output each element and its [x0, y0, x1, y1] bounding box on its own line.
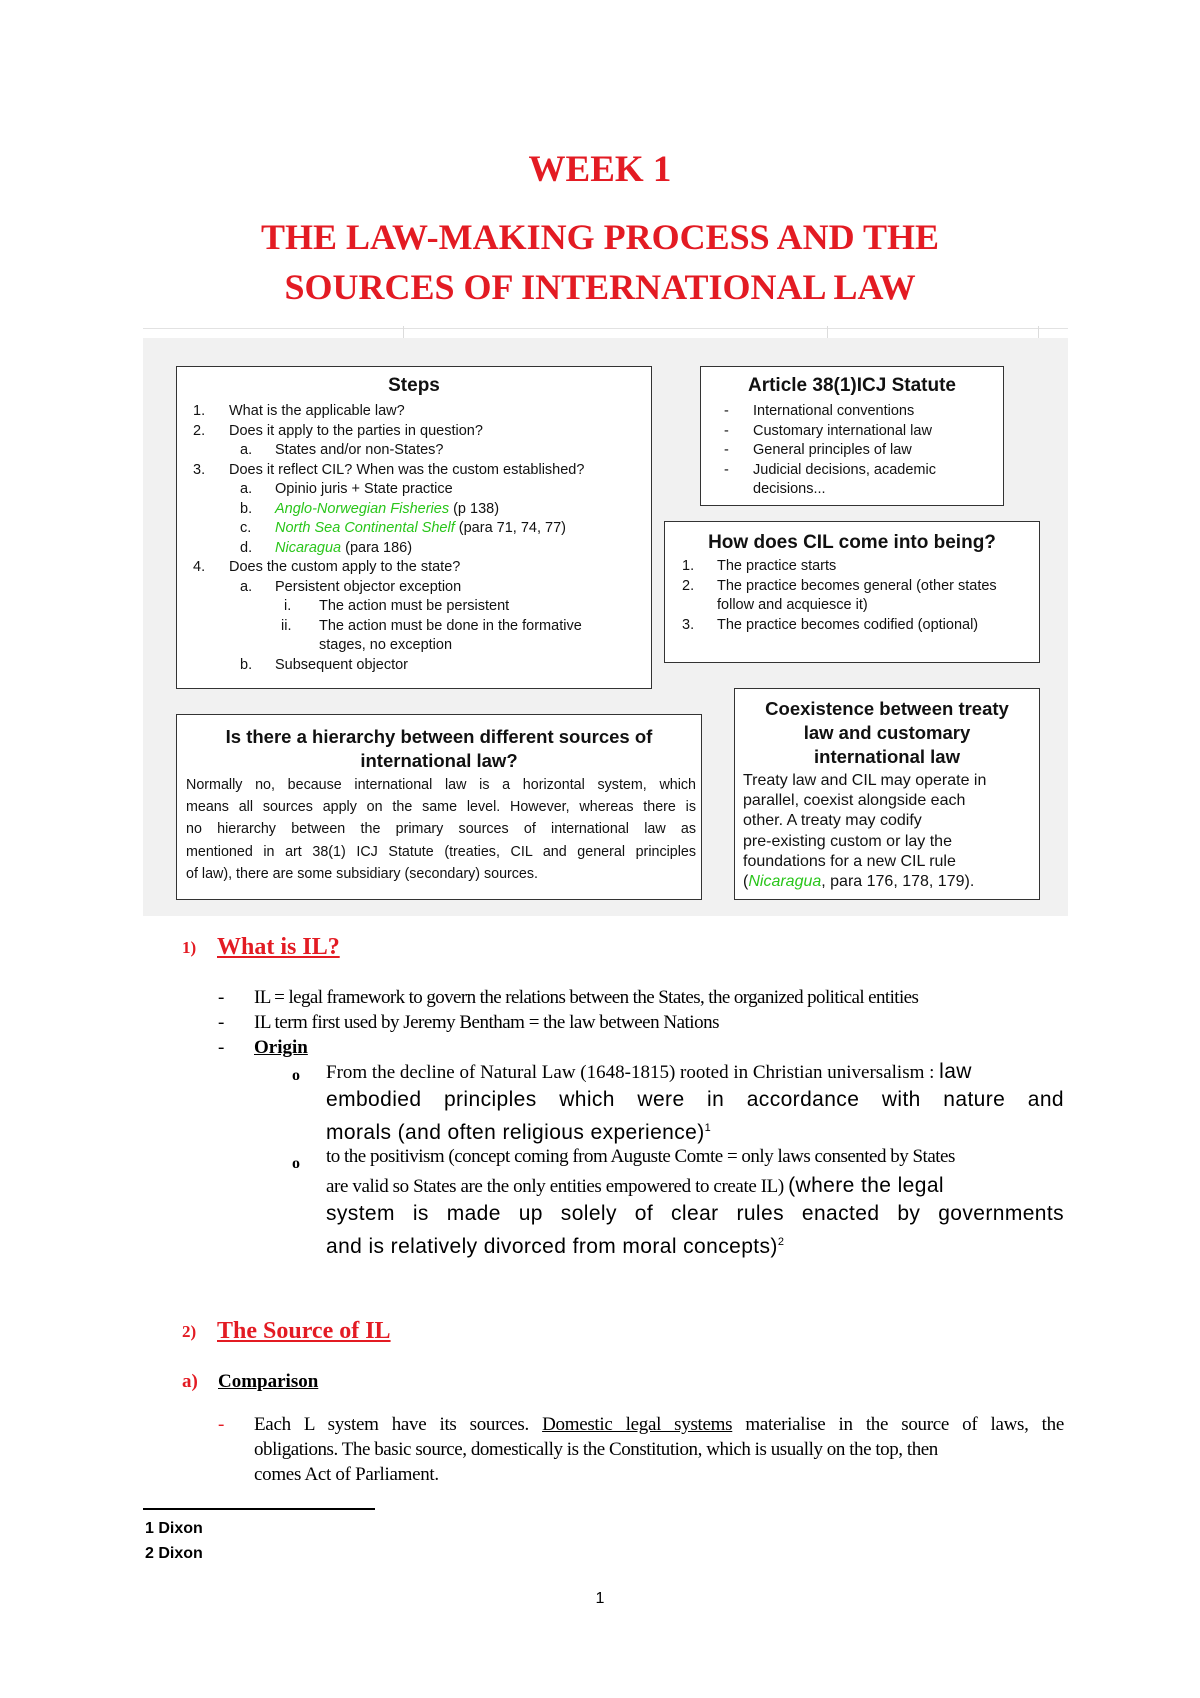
cil-formation-list: [665, 557, 1037, 635]
bullet-dash: -: [218, 987, 225, 1008]
list-item: 1. The practice starts: [682, 558, 837, 574]
list-item: b. Subsequent objector: [240, 656, 409, 673]
bullet-origin: Origin: [254, 1037, 308, 1058]
list-item: - General principles of law: [724, 442, 912, 458]
steps-heading: Steps: [388, 375, 440, 396]
list-item: 3. The practice becomes codified (optional): [682, 616, 979, 633]
list-item: a. Opinio juris + State practice: [240, 481, 453, 497]
comparison-paragraph: Each L system have its sources. Domestic legal systems materialise in the source of laws, the obligations. The basic source, domestically is the Constitution, which is usually on the top, then comes Act of Parliament.: [254, 1414, 1064, 1485]
case-name: Anglo-Norwegian Fisheries: [275, 500, 450, 517]
bullet-dash: -: [218, 1414, 225, 1435]
document-title: [0, 212, 1200, 312]
article-38-box: [700, 366, 1004, 506]
steps-box: [176, 366, 652, 689]
list-item: d. Nicaragua (para 186): [240, 539, 413, 556]
bullet-dash: -: [218, 1037, 225, 1058]
cil-formation-box: [664, 521, 1040, 663]
case-name: Nicaragua: [748, 873, 822, 891]
cil-formation-heading: How does CIL come into being?: [708, 532, 996, 553]
case-name: North Sea Continental Shelf: [275, 520, 455, 536]
list-item: b. Anglo-Norwegian Fisheries (p 138): [240, 500, 500, 517]
subsection-a-number: a): [182, 1371, 198, 1392]
list-item: 2. The practice becomes general (other states: [682, 577, 997, 594]
origin-natural-law: From the decline of Natural Law (1648-1815) rooted in Christian universalism : law embodied principles which were in accordance with nature and morals (and often religious experience)$^1$: [326, 1060, 1064, 1144]
footnote-separator: [143, 1508, 375, 1510]
figure-top-rule: [143, 328, 1068, 329]
list-item: stages, no exception: [319, 637, 453, 653]
list-item: - Customary international law: [724, 422, 932, 439]
bullet-dash: -: [218, 1012, 225, 1033]
hierarchy-box: [176, 714, 702, 900]
bullet-bentham: IL term first used by Jeremy Bentham = the law between Nations: [254, 1012, 719, 1033]
section-2-heading: The Source of IL: [217, 1318, 391, 1344]
list-item: follow and acquiesce it): [717, 597, 868, 613]
section-2-number: 2): [182, 1322, 197, 1341]
hierarchy-text: Normally no, because international law is a horizontal system, which means all sources apply on the same level. However, whereas there is no hierarchy between the primary sources of international law as mentioned in art 38(1) ICJ Statute (treaties, CIL and general principles of law), there are some subsidiary (secondary) sources.: [186, 777, 696, 882]
sub-bullet-marker: o: [292, 1155, 300, 1172]
coexistence-text: Treaty law and CIL may operate in parallel, coexist alongside each other. A treaty may codify pre-existing custom or lay the foundations for a new CIL rule (Nicaragua, para 176, 178, 179).: [743, 772, 987, 891]
footnotes: [145, 1516, 203, 1566]
coexistence-heading: Coexistence between treaty law and customary international law: [765, 698, 1009, 767]
footnote-1: 1 Dixon: [145, 1520, 203, 1537]
subsection-a-heading: Comparison: [218, 1371, 319, 1392]
bullet-il-definition: IL = legal framework to govern the relations between the States, the organized political entities: [254, 987, 919, 1008]
week-title: WEEK 1: [528, 149, 672, 190]
list-item: 2. Does it apply to the parties in question?: [193, 422, 483, 439]
document-title-line2: SOURCES OF INTERNATIONAL LAW: [284, 267, 916, 307]
footnote-2: 2 Dixon: [145, 1545, 203, 1562]
coexistence-box: [734, 688, 1040, 900]
list-item: a. Persistent objector exception: [240, 578, 462, 595]
article-38-list: [701, 402, 1001, 500]
steps-list: [177, 402, 647, 675]
list-item: 3. Does it reflect CIL? When was the custom established?: [193, 461, 585, 478]
list-item: decisions...: [753, 481, 826, 497]
hierarchy-heading: Is there a hierarchy between different sources of international law?: [225, 726, 653, 771]
article-38-heading: Article 38(1)ICJ Statute: [747, 375, 956, 396]
list-item: i. The action must be persistent: [284, 598, 510, 614]
origin-positivism: to the positivism (concept coming from Auguste Comte = only laws consented by States are valid so States are the only entities empowered to create IL) (where the legal system is made up solely of clear rules enacted by governments and is relatively divorced from moral concepts)$^2$: [326, 1146, 1064, 1258]
list-item: - International conventions: [724, 403, 915, 419]
footnote-ref: 2: [777, 1236, 785, 1248]
list-item: 4. Does the custom apply to the state?: [193, 559, 461, 575]
case-name: Nicaragua: [275, 539, 342, 556]
footnote-ref: 1: [704, 1122, 712, 1134]
section-1-number: 1): [182, 938, 197, 957]
list-item: c. North Sea Continental Shelf (para 71, 74, 77): [240, 520, 566, 536]
list-item: 1. What is the applicable law?: [193, 403, 405, 419]
list-item: ii. The action must be done in the formative: [281, 617, 582, 634]
section-1-heading: What is IL?: [217, 934, 340, 960]
list-item: - Judicial decisions, academic: [724, 461, 936, 478]
document-title-line1: THE LAW-MAKING PROCESS AND THE: [260, 217, 940, 257]
sub-bullet-marker: o: [292, 1067, 300, 1084]
page-number: 1: [595, 1590, 605, 1607]
list-item: a. States and/or non-States?: [240, 442, 444, 458]
